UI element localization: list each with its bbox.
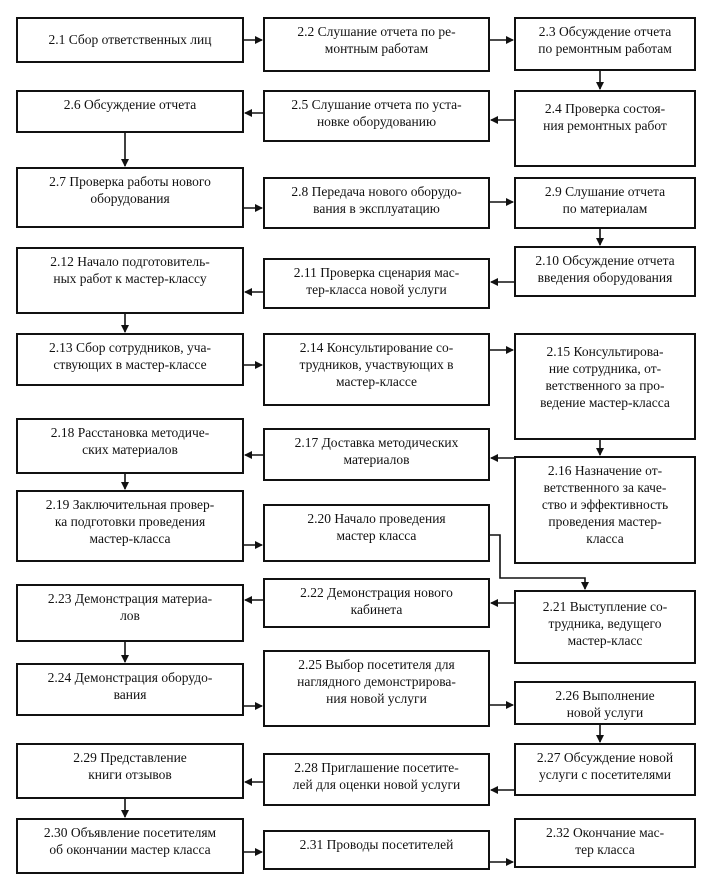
step-2-22: 2.22 Демонстрация нового кабинета bbox=[263, 578, 490, 628]
step-2-1: 2.1 Сбор ответственных лиц bbox=[16, 17, 244, 63]
step-2-30: 2.30 Объявление посетителям об окончании мастер класса bbox=[16, 818, 244, 874]
step-2-29: 2.29 Представление книги отзывов bbox=[16, 743, 244, 799]
step-2-20: 2.20 Начало проведения мастер класса bbox=[263, 504, 490, 562]
step-2-24: 2.24 Демонстрация оборудо- вания bbox=[16, 663, 244, 716]
step-2-16: 2.16 Назначение от- ветственного за каче- ство и эффективность проведения мастер- класса bbox=[514, 456, 696, 564]
step-2-17: 2.17 Доставка методических материалов bbox=[263, 428, 490, 481]
step-2-7: 2.7 Проверка работы нового оборудования bbox=[16, 167, 244, 228]
step-2-2: 2.2 Слушание отчета по ре- монтным работам bbox=[263, 17, 490, 72]
step-2-14: 2.14 Консультирование со- трудников, участвующих в мастер-классе bbox=[263, 333, 490, 406]
step-2-25: 2.25 Выбор посетителя для наглядного демонстрирова- ния новой услуги bbox=[263, 650, 490, 727]
step-2-23: 2.23 Демонстрация материа- лов bbox=[16, 584, 244, 642]
step-2-32: 2.32 Окончание мас- тер класса bbox=[514, 818, 696, 868]
step-2-5: 2.5 Слушание отчета по уста- новке оборудованию bbox=[263, 90, 490, 142]
step-2-11: 2.11 Проверка сценария мас- тер-класса новой услуги bbox=[263, 258, 490, 309]
step-2-8: 2.8 Передача нового оборудо- вания в эксплуатацию bbox=[263, 177, 490, 229]
step-2-21: 2.21 Выступление со- трудника, ведущего мастер-класс bbox=[514, 590, 696, 664]
step-2-13: 2.13 Сбор сотрудников, уча- ствующих в мастер-классе bbox=[16, 333, 244, 386]
step-2-12: 2.12 Начало подготовитель- ных работ к мастер-классу bbox=[16, 247, 244, 314]
arrow-2-20-to-2-21 bbox=[490, 535, 585, 589]
step-2-27: 2.27 Обсуждение новой услуги с посетителями bbox=[514, 743, 696, 796]
step-2-15: 2.15 Консультирова- ние сотрудника, от- ветственного за про- ведение мастер-класса bbox=[514, 333, 696, 440]
step-2-28: 2.28 Приглашение посетите- лей для оценки новой услуги bbox=[263, 753, 490, 806]
step-2-6: 2.6 Обсуждение отчета bbox=[16, 90, 244, 133]
step-2-9: 2.9 Слушание отчета по материалам bbox=[514, 177, 696, 229]
step-2-4: 2.4 Проверка состоя- ния ремонтных работ bbox=[514, 90, 696, 167]
step-2-31: 2.31 Проводы посетителей bbox=[263, 830, 490, 870]
step-2-19: 2.19 Заключительная провер- ка подготовки проведения мастер-класса bbox=[16, 490, 244, 562]
step-2-18: 2.18 Расстановка методиче- ских материалов bbox=[16, 418, 244, 474]
step-2-3: 2.3 Обсуждение отчета по ремонтным работам bbox=[514, 17, 696, 71]
step-2-10: 2.10 Обсуждение отчета введения оборудования bbox=[514, 246, 696, 297]
step-2-26: 2.26 Выполнение новой услуги bbox=[514, 681, 696, 725]
